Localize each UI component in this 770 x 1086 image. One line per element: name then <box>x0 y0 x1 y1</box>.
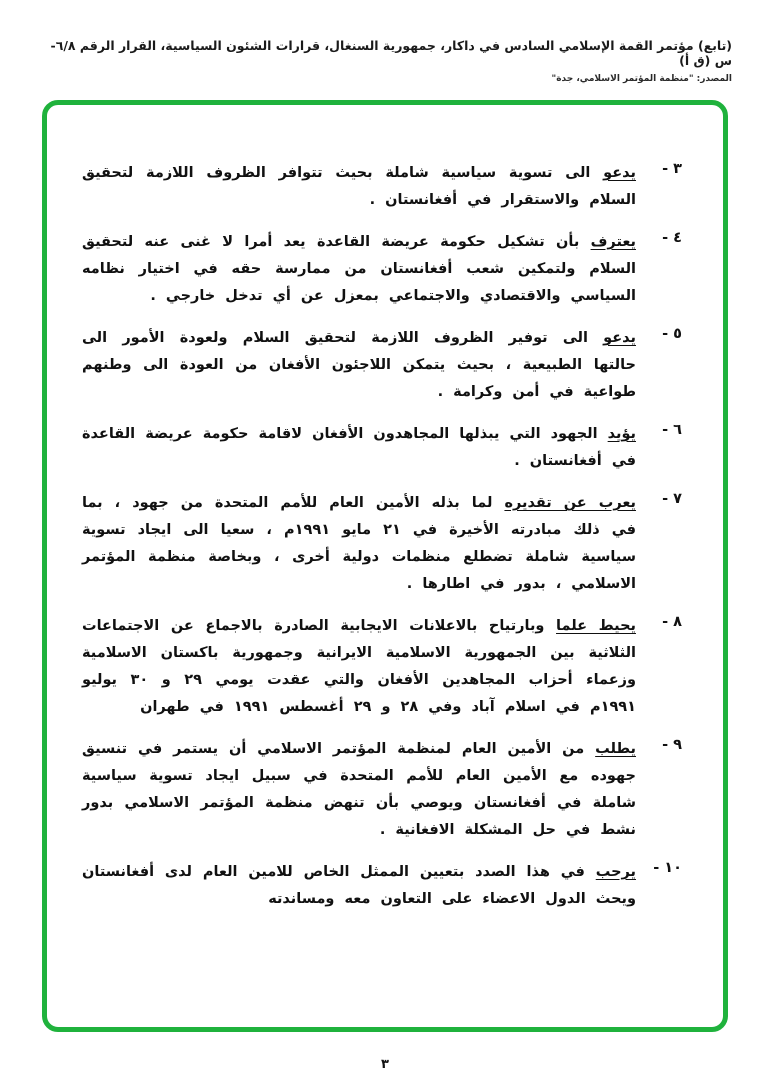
paragraph-text <box>82 160 636 214</box>
resolution-paragraph <box>82 490 682 598</box>
paragraph-rest-text: من الأمين العام لمنظمة المؤتمر الاسلامي أن يستمر في تنسيق جهوده مع الأمين العام للأمم المتحدة في سبيل ايجاد تسوية سياسية شاملة في أفغانستان ويوصي بأن تنهض منظمة المؤتمر الاسلامي بدور نشط في حل المشكلة الافغانية . <box>82 741 636 838</box>
resolution-paragraph <box>82 229 682 310</box>
resolution-paragraph <box>82 613 682 721</box>
paragraph-lead-word: يعرب عن تقديره <box>504 495 636 511</box>
document-title: (تابع) مؤتمر القمة الإسلامي السادس في داكار، جمهورية السنغال، قرارات الشئون السياسية، القرار الرقم ٦/٨-س (ق أ) <box>50 38 732 68</box>
paragraph-lead-word: يرحب <box>595 864 636 880</box>
paragraph-rest-text: الى توفير الظروف اللازمة لتحقيق السلام ولعودة الأمور الى حالتها الطبيعية ، بحيث يتمكن اللاجئون الأفغان من العودة الى وطنهم طواعية في أمن وكرامة . <box>82 330 636 400</box>
paragraph-rest-text: الجهود التي يبذلها المجاهدون الأفغان لاقامة حكومة عريضة القاعدة في أفغانستان . <box>82 426 636 469</box>
paragraph-number: ٩ - <box>662 737 682 753</box>
paragraph-text <box>82 421 636 475</box>
paragraph-lead-word: يدعو <box>603 330 636 346</box>
paragraph-number: ٨ - <box>662 614 682 630</box>
resolution-paragraph <box>82 736 682 844</box>
paragraph-rest-text: الى تسوية سياسية شاملة بحيث تتوافر الظروف اللازمة لتحقيق السلام والاستقرار في أفغانستان . <box>82 165 636 208</box>
paragraph-number: ٣ - <box>662 161 682 177</box>
paragraph-lead-word: يحيط علما <box>556 618 636 634</box>
resolution-paragraph <box>82 160 682 214</box>
paragraph-text <box>82 229 636 310</box>
paragraph-text <box>82 325 636 406</box>
paragraph-text <box>82 859 636 913</box>
paragraph-lead-word: يعترف <box>590 234 636 250</box>
resolution-paragraph <box>82 325 682 406</box>
document-header <box>38 38 732 84</box>
paragraph-rest-text: بأن تشكيل حكومة عريضة القاعدة يعد أمرا لا غنى عنه لتحقيق السلام ولتمكين شعب أفغانستان من ممارسة حقه في اختيار نظامه السياسي والاقتصادي والاجتماعي بمعزل عن أي تدخل خارجي . <box>82 234 636 304</box>
paragraph-lead-word: يطلب <box>595 741 636 757</box>
paragraph-number: ٤ - <box>662 230 682 246</box>
resolution-paragraph <box>82 859 682 913</box>
paragraph-number: ٥ - <box>662 326 682 342</box>
paragraph-lead-word: يدعو <box>603 165 636 181</box>
paragraph-number: ١٠ - <box>653 860 682 876</box>
paragraph-lead-word: يؤيد <box>607 426 636 442</box>
paragraph-rest-text: في هذا الصدد بتعيين الممثل الخاص للامين العام لدى أفغانستان ويحث الدول الاعضاء على التعاون معه ومساندته <box>82 864 636 907</box>
paragraph-number: ٧ - <box>662 491 682 507</box>
paragraph-text <box>82 490 636 598</box>
paragraph-text <box>82 736 636 844</box>
paragraph-text <box>82 613 636 721</box>
resolution-paragraph <box>82 421 682 475</box>
source-note: المصدر: "منظمة المؤتمر الاسلامي، جدة" <box>551 74 732 84</box>
page-number: ٣ <box>381 1057 389 1072</box>
paragraph-rest-text: وبارتياح بالاعلانات الايجابية الصادرة بالاجماع عن الاجتماعات الثلاثية بين الجمهورية الاسلامية الايرانية وجمهورية باكستان الاسلامية وزعماء أحزاب المجاهدين الأفغان والتي عقدت يومي ٢٩ و ٣٠ يوليو ١٩٩١م في اسلام آباد وفي ٢٨ و ٢٩ أغسطس ١٩٩١ في طهران <box>82 618 637 715</box>
resolution-body <box>82 160 682 928</box>
paragraph-rest-text: لما بذله الأمين العام للأمم المتحدة من جهود ، بما في ذلك مبادرته الأخيرة في ٢١ مايو ١٩٩١م ، سعيا الى ايجاد تسوية سياسية شاملة تضطلع منظمات دولية أخرى ، وبخاصة منظمة المؤتمر الاسلامي ، بدور في اطارها . <box>82 495 636 592</box>
paragraph-number: ٦ - <box>662 422 682 438</box>
